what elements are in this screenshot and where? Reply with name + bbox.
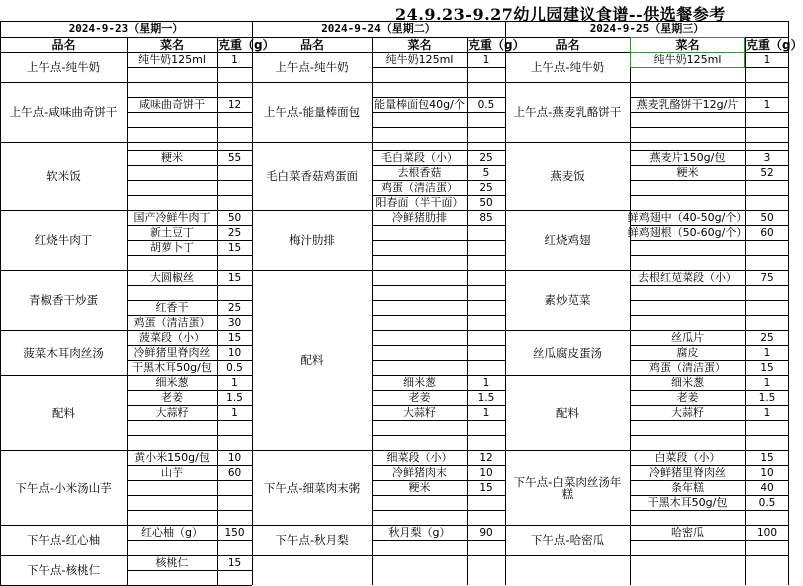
ingredient-name: 纯牛奶125ml	[653, 52, 722, 66]
row-divider	[127, 480, 252, 481]
ingredient-weight: 60	[760, 226, 774, 239]
ingredient-name: 国产冷鲜牛肉丁	[133, 210, 211, 224]
row-divider	[127, 165, 252, 166]
ingredient-weight: 12	[227, 98, 242, 111]
day-header: 2024-9-25（星期三）	[589, 22, 705, 35]
ingredient-weight: 5	[482, 166, 490, 179]
ingredient-weight: 15	[760, 451, 774, 464]
ingredient-name: 去根红苋菜段（小）	[638, 270, 737, 284]
ingredient-weight: 1	[482, 406, 490, 419]
ingredient-name: 冷鲜猪里脊肉丝	[133, 345, 211, 359]
ingredient-name: 细米葱	[403, 375, 436, 389]
ingredient-name: 粳米	[676, 165, 699, 179]
row-divider	[127, 510, 252, 511]
row-divider	[630, 127, 789, 128]
ingredient-weight: 1	[763, 376, 771, 389]
row-divider	[630, 435, 789, 436]
ingredient-name: 红香干	[155, 300, 189, 314]
row-divider	[372, 315, 505, 316]
row-divider	[127, 112, 252, 113]
row-divider	[505, 555, 630, 556]
dish-name: 下午点-秋月梨	[275, 533, 349, 547]
dish-name: 上午点-咸味曲奇饼干	[9, 105, 118, 119]
ingredient-weight: 150	[224, 526, 245, 539]
row-divider	[630, 82, 789, 83]
ingredient-name: 大蒜籽	[155, 405, 189, 419]
ingredient-name: 燕麦片150g/包	[649, 150, 726, 164]
column-header-dish: 品名	[299, 37, 324, 52]
dish-name: 配料	[300, 353, 324, 367]
ingredient-name: 秋月梨（g）	[388, 525, 451, 539]
row-divider	[372, 82, 505, 83]
ingredient-name: 老姜	[161, 390, 183, 404]
ingredient-weight: 90	[479, 526, 493, 539]
ingredient-name: 鲜鸡翅中（40-50g/个）	[627, 210, 748, 224]
row-divider	[372, 270, 505, 271]
dish-name: 下午点-小米汤山芋	[15, 480, 112, 495]
ingredient-weight: 1	[231, 53, 238, 66]
row-divider	[372, 255, 505, 256]
dish-name: 燕麦饭	[550, 169, 585, 183]
ingredient-weight: 1	[482, 53, 490, 66]
ingredient-name: 胡萝卜丁	[150, 240, 194, 254]
row-divider	[372, 435, 505, 436]
ingredient-weight: 1.5	[226, 391, 243, 404]
row-divider	[630, 285, 789, 286]
ingredient-weight: 52	[760, 166, 774, 179]
row-divider	[372, 142, 505, 143]
page-title: 24.9.23-9.27幼儿园建议食谱--供选餐参考	[395, 5, 726, 24]
ingredient-weight: 1	[763, 53, 771, 66]
column-header-weight: 克重（g）	[468, 37, 525, 52]
dish-name: 下午点-核桃仁	[26, 563, 101, 577]
dish-name: 梅汁肋排	[289, 233, 335, 247]
ingredient-name: 细米葱	[155, 375, 189, 389]
dish-name: 下午点-红心柚	[26, 533, 101, 547]
ingredient-name: 黄小米150g/包	[134, 450, 210, 464]
ingredient-name: 鸡蛋（清洁蛋）	[381, 180, 458, 194]
ingredient-weight: 1.5	[477, 391, 495, 404]
row-divider	[372, 330, 505, 331]
ingredient-name: 干黑木耳50g/包	[647, 495, 728, 509]
ingredient-name: 冷鲜猪里脊肉丝	[649, 465, 726, 479]
ingredient-name: 条年糕	[671, 480, 704, 494]
row-divider	[630, 180, 789, 181]
ingredient-name: 山芋	[161, 465, 183, 479]
row-divider	[372, 510, 505, 511]
ingredient-name: 纯牛奶125ml	[385, 52, 454, 66]
column-header-weight: 克重（g）	[218, 37, 275, 52]
row-divider	[127, 285, 252, 286]
ingredient-name: 燕麦乳酪饼干12g/片	[636, 97, 739, 111]
row-divider	[630, 420, 789, 421]
ingredient-weight: 25	[227, 226, 242, 239]
ingredient-weight: 25	[227, 301, 242, 314]
ingredient-weight: 10	[227, 346, 242, 359]
ingredient-weight: 75	[760, 271, 774, 284]
ingredient-name: 阳春面（半干面）	[375, 195, 464, 209]
ingredient-name: 冷鲜猪肉末	[392, 465, 447, 479]
ingredient-name: 腐皮	[676, 345, 699, 359]
dish-name: 配料	[52, 405, 75, 420]
dish-name: 上午点-能量棒面包	[263, 105, 361, 119]
ingredient-name: 哈密瓜	[671, 525, 704, 539]
row-divider	[372, 420, 505, 421]
row-divider	[372, 285, 505, 286]
row-divider	[372, 345, 505, 346]
ingredient-weight: 55	[227, 151, 242, 164]
ingredient-weight: 15	[760, 361, 774, 374]
ingredient-name: 鲜鸡翅根（50-60g/个）	[627, 225, 748, 239]
row-divider	[630, 510, 789, 511]
ingredient-name: 咸味曲奇饼干	[139, 97, 205, 111]
row-divider	[127, 570, 252, 571]
ingredient-weight: 30	[227, 316, 242, 329]
day-header: 2024-9-24（星期二）	[321, 22, 436, 35]
row-divider	[0, 37, 252, 38]
ingredient-name: 红心柚（g）	[141, 525, 203, 539]
ingredient-name: 丝瓜片	[671, 330, 704, 344]
ingredient-weight: 10	[479, 466, 493, 479]
ingredient-name: 纯牛奶125ml	[138, 52, 206, 66]
row-divider	[127, 180, 252, 181]
row-divider	[630, 555, 789, 556]
ingredient-weight: 25	[479, 151, 493, 164]
ingredient-weight: 60	[227, 466, 242, 479]
row-divider	[372, 240, 505, 241]
ingredient-weight: 25	[479, 181, 493, 194]
ingredient-weight: 100	[756, 526, 778, 539]
ingredient-name: 鸡蛋（清洁蛋）	[133, 315, 211, 329]
ingredient-weight: 1	[763, 346, 771, 359]
row-divider	[127, 67, 252, 68]
day-header: 2024-9-23（星期一）	[68, 22, 184, 35]
column-header-ingredient: 菜名	[159, 37, 184, 52]
dish-name: 上午点-燕麦乳酪饼干	[513, 105, 622, 119]
row-divider	[630, 255, 789, 256]
ingredient-name: 鸡蛋（清洁蛋）	[649, 360, 726, 374]
row-divider	[372, 112, 505, 113]
row-divider	[372, 225, 505, 226]
row-divider	[127, 495, 252, 496]
dish-name: 下午点-哈密瓜	[530, 533, 605, 547]
ingredient-weight: 1	[763, 406, 771, 419]
ingredient-name: 细米葱	[671, 375, 704, 389]
row-divider	[127, 420, 252, 421]
row-divider	[127, 435, 252, 436]
row-divider	[252, 21, 505, 22]
ingredient-name: 核桃仁	[155, 555, 189, 569]
ingredient-name: 粳米	[408, 480, 431, 494]
column-header-weight: 克重（g）	[746, 37, 803, 52]
ingredient-weight: 15	[227, 556, 242, 569]
ingredient-weight: 25	[760, 331, 774, 344]
row-divider	[127, 195, 252, 196]
ingredient-weight: 3	[763, 151, 771, 164]
dish-name: 上午点-纯牛奶	[26, 60, 101, 74]
row-divider	[630, 240, 789, 241]
ingredient-name: 大圆椒丝	[150, 270, 194, 284]
dish-name: 上午点-纯牛奶	[530, 60, 605, 74]
ingredient-weight: 1.5	[758, 391, 776, 404]
row-divider	[630, 300, 789, 301]
ingredient-weight: 1	[763, 98, 771, 111]
ingredient-name: 大蒜籽	[671, 405, 704, 419]
ingredient-name: 能量棒面包40g/个	[374, 97, 465, 111]
ingredient-weight: 15	[227, 271, 242, 284]
ingredient-weight: 0.5	[758, 496, 776, 509]
column-header-ingredient: 菜名	[675, 37, 700, 52]
row-divider	[372, 555, 505, 556]
row-divider	[127, 82, 252, 83]
ingredient-weight: 1	[231, 406, 238, 419]
ingredient-name: 毛白菜段（小）	[381, 150, 458, 164]
dish-name: 青椒香干炒蛋	[29, 293, 98, 307]
ingredient-name: 粳米	[161, 150, 183, 164]
column-header-dish: 品名	[51, 37, 76, 52]
dish-name: 上午点-纯牛奶	[275, 60, 349, 74]
ingredient-weight: 15	[227, 241, 242, 254]
row-divider	[127, 127, 252, 128]
ingredient-weight: 15	[479, 481, 493, 494]
ingredient-name: 新土豆丁	[150, 225, 194, 239]
ingredient-name: 大蒜籽	[403, 405, 436, 419]
ingredient-name: 去根香菇	[397, 165, 442, 179]
column-divider	[467, 37, 468, 585]
dish-name: 下午点-白菜肉丝汤年糕	[513, 474, 622, 501]
ingredient-weight: 10	[227, 451, 242, 464]
ingredient-weight: 12	[479, 451, 493, 464]
ingredient-weight: 1	[231, 376, 238, 389]
row-divider	[505, 21, 789, 22]
dish-name: 素炒苋菜	[544, 293, 591, 307]
ingredient-name: 老姜	[408, 390, 431, 404]
row-divider	[372, 300, 505, 301]
row-divider	[630, 315, 789, 316]
column-divider	[372, 37, 373, 585]
ingredient-name: 老姜	[676, 390, 699, 404]
ingredient-weight: 40	[760, 481, 774, 494]
dish-name: 软米饭	[46, 169, 81, 183]
ingredient-name: 冷鲜猪肋排	[392, 210, 447, 224]
dish-name: 配料	[556, 405, 579, 420]
ingredient-weight: 0.5	[226, 361, 243, 374]
row-divider	[252, 555, 372, 556]
column-header-ingredient: 菜名	[407, 37, 432, 52]
ingredient-weight: 50	[479, 196, 493, 209]
dish-name: 下午点-细菜肉末粥	[263, 480, 361, 495]
dish-name: 丝瓜腐皮蛋汤	[533, 345, 602, 360]
ingredient-weight: 10	[760, 466, 774, 479]
selected-cell-outline[interactable]	[630, 52, 745, 68]
column-divider	[788, 21, 789, 585]
row-divider	[372, 495, 505, 496]
row-divider	[630, 540, 789, 541]
ingredient-name: 细菜段（小）	[386, 450, 453, 464]
dish-name: 红烧牛肉丁	[34, 233, 93, 247]
row-divider	[127, 142, 252, 143]
ingredient-name: 菠菜段（小）	[139, 330, 205, 344]
row-divider	[630, 112, 789, 113]
ingredient-name: 干黑木耳50g/包	[132, 360, 212, 374]
row-divider	[372, 360, 505, 361]
ingredient-weight: 0.5	[477, 98, 495, 111]
ingredient-weight: 85	[479, 211, 493, 224]
row-divider	[630, 195, 789, 196]
dish-name: 菠菜木耳肉丝汤	[23, 345, 104, 360]
ingredient-name: 白菜段（小）	[654, 450, 721, 464]
ingredient-weight: 1	[482, 376, 490, 389]
row-divider	[372, 67, 505, 68]
ingredient-weight: 15	[227, 331, 242, 344]
row-divider	[372, 127, 505, 128]
dish-name: 红烧鸡翅	[544, 233, 591, 247]
ingredient-weight: 50	[227, 211, 242, 224]
column-header-dish: 品名	[555, 37, 580, 52]
row-divider	[372, 540, 505, 541]
selected-cell-outline[interactable]	[630, 37, 745, 53]
row-divider	[127, 540, 252, 541]
ingredient-weight: 50	[760, 211, 774, 224]
row-divider	[630, 142, 789, 143]
row-divider	[0, 21, 252, 22]
dish-name: 毛白菜香菇鸡蛋面	[266, 169, 358, 183]
row-divider	[127, 255, 252, 256]
